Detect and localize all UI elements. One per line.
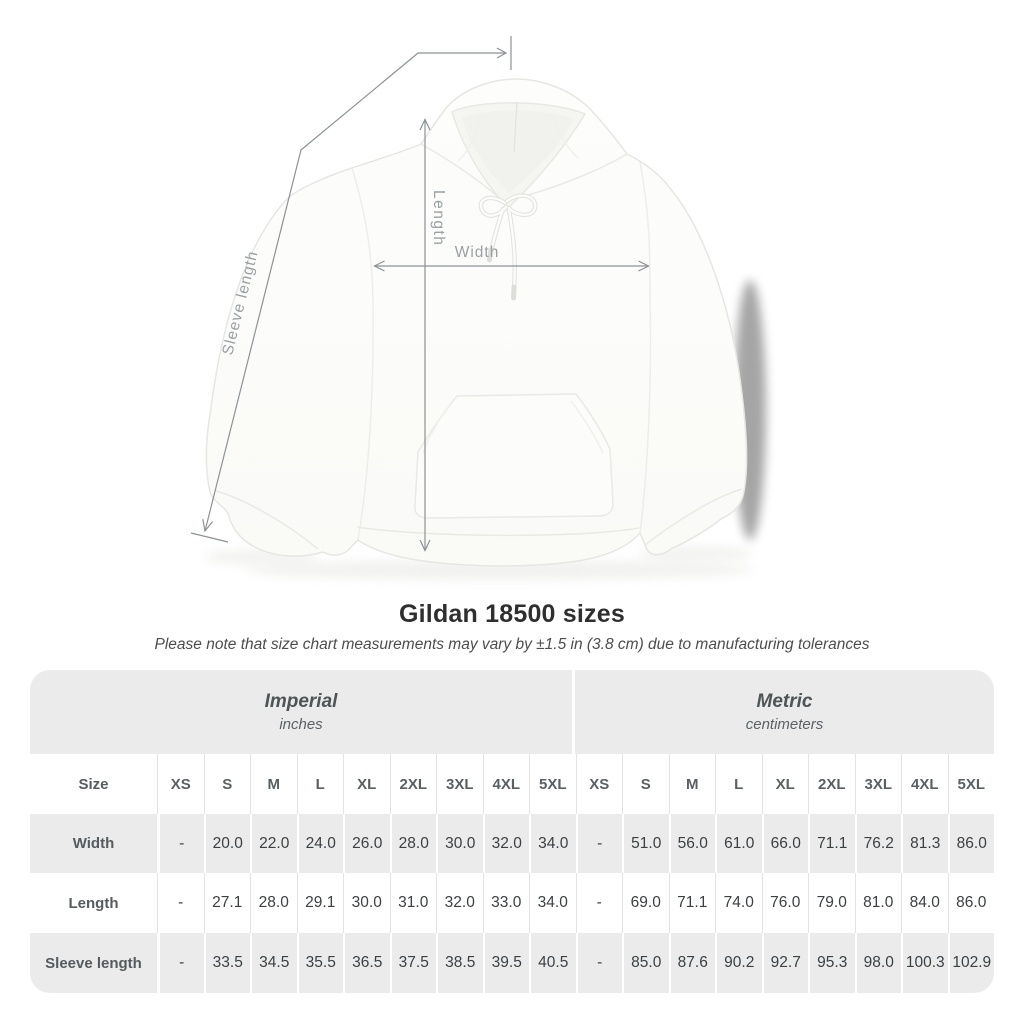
- sleeve-length-label: Sleeve length: [219, 248, 262, 357]
- measurement-cell: 87.6: [669, 933, 716, 993]
- size-column-header: M: [669, 754, 716, 814]
- page-title: Gildan 18500 sizes: [399, 600, 625, 628]
- measurement-cell: 32.0: [483, 814, 530, 873]
- measurement-cell: 28.0: [250, 873, 297, 933]
- measurement-cell: 31.0: [390, 873, 437, 933]
- measurement-cell: 30.0: [343, 873, 390, 933]
- measurement-cell: 26.0: [343, 814, 390, 873]
- size-column-header: 5XL: [948, 754, 995, 814]
- measurement-cell: 100.3: [901, 933, 948, 993]
- measurement-cell: 22.0: [250, 814, 297, 873]
- measurement-cell: 37.5: [390, 933, 437, 993]
- measurement-cell: 32.0: [436, 873, 483, 933]
- size-header-label: Size: [78, 775, 109, 793]
- measurement-row: [30, 814, 994, 873]
- measurement-cell: 61.0: [715, 814, 762, 873]
- unit-group-imperial: [30, 670, 572, 754]
- unit-group-unit: inches: [279, 716, 323, 733]
- measurement-cell: 74.0: [715, 873, 762, 933]
- measurement-row-label: Sleeve length: [45, 954, 142, 972]
- measurement-cell: 81.0: [855, 873, 902, 933]
- measurement-cell: -: [576, 873, 623, 933]
- measurement-cell: 33.0: [483, 873, 530, 933]
- size-table-body: [30, 814, 994, 993]
- measurement-cell: 24.0: [297, 814, 344, 873]
- measurement-cell: -: [157, 873, 204, 933]
- measurement-cell: 92.7: [762, 933, 809, 993]
- size-column-header: XS: [576, 754, 623, 814]
- measurement-cell: 36.5: [343, 933, 390, 993]
- length-label: Length: [430, 190, 447, 247]
- measurement-cell: 34.5: [250, 933, 297, 993]
- measurement-cell: 76.2: [855, 814, 902, 873]
- measurement-cell: 85.0: [622, 933, 669, 993]
- measurement-cell: 66.0: [762, 814, 809, 873]
- size-column-header: 3XL: [436, 754, 483, 814]
- measurement-row: [30, 873, 994, 933]
- measurement-cell: 102.9: [948, 933, 995, 993]
- measurement-cell: -: [157, 933, 204, 993]
- unit-group-unit: centimeters: [745, 716, 824, 733]
- size-column-header: 4XL: [483, 754, 530, 814]
- aglet-right: [514, 287, 515, 298]
- measurement-cell: -: [576, 933, 623, 993]
- measurement-cell: 51.0: [622, 814, 669, 873]
- size-column-header: 2XL: [390, 754, 437, 814]
- measurement-cell: 28.0: [390, 814, 437, 873]
- measurement-cell: 79.0: [808, 873, 855, 933]
- measurement-cell: 20.0: [204, 814, 251, 873]
- measurement-cell: 86.0: [948, 873, 995, 933]
- measurement-cell: 90.2: [715, 933, 762, 993]
- size-column-header: S: [622, 754, 669, 814]
- measurement-cell: 27.1: [204, 873, 251, 933]
- size-header-row: [30, 754, 994, 814]
- sleeve-extension-tick-bottom: [191, 533, 228, 542]
- size-table: [30, 754, 994, 993]
- measurement-cell: 34.0: [529, 873, 576, 933]
- size-column-header: L: [297, 754, 344, 814]
- measurement-cell: 30.0: [436, 814, 483, 873]
- unit-group-metric: [572, 670, 994, 754]
- size-column-header: 5XL: [529, 754, 576, 814]
- measurement-cell: 69.0: [622, 873, 669, 933]
- page-subtitle: Please note that size chart measurements may vary by ±1.5 in (3.8 cm) due to manufacturing tolerances: [154, 636, 870, 653]
- size-column-header: XL: [762, 754, 809, 814]
- measurement-cell: 38.5: [436, 933, 483, 993]
- size-chart-card: [30, 670, 994, 993]
- size-column-header: S: [204, 754, 251, 814]
- measurement-cell: 71.1: [669, 873, 716, 933]
- measurement-row: [30, 933, 994, 993]
- unit-group-band: [30, 670, 994, 754]
- measurement-cell: -: [157, 814, 204, 873]
- unit-group-name: Metric: [756, 691, 813, 712]
- size-column-header: XL: [343, 754, 390, 814]
- size-column-header: XS: [157, 754, 204, 814]
- measurement-cell: 56.0: [669, 814, 716, 873]
- measurement-cell: 76.0: [762, 873, 809, 933]
- unit-group-name: Imperial: [264, 691, 338, 712]
- size-column-header: 4XL: [901, 754, 948, 814]
- measurement-cell: 39.5: [483, 933, 530, 993]
- measurement-cell: -: [576, 814, 623, 873]
- measurement-cell: 81.3: [901, 814, 948, 873]
- size-column-header: L: [715, 754, 762, 814]
- size-column-header: 3XL: [855, 754, 902, 814]
- measurement-cell: 33.5: [204, 933, 251, 993]
- size-column-header: M: [250, 754, 297, 814]
- measurement-cell: 86.0: [948, 814, 995, 873]
- measurement-row-label: Length: [68, 894, 119, 912]
- measurement-cell: 95.3: [808, 933, 855, 993]
- measurement-cell: 34.0: [529, 814, 576, 873]
- measurement-row-label: Width: [72, 835, 115, 852]
- measurement-cell: 29.1: [297, 873, 344, 933]
- measurement-cell: 98.0: [855, 933, 902, 993]
- width-label: Width: [454, 244, 500, 261]
- measurement-cell: 35.5: [297, 933, 344, 993]
- measurement-cell: 84.0: [901, 873, 948, 933]
- size-column-header: 2XL: [808, 754, 855, 814]
- measurement-cell: 40.5: [529, 933, 576, 993]
- measurement-cell: 71.1: [808, 814, 855, 873]
